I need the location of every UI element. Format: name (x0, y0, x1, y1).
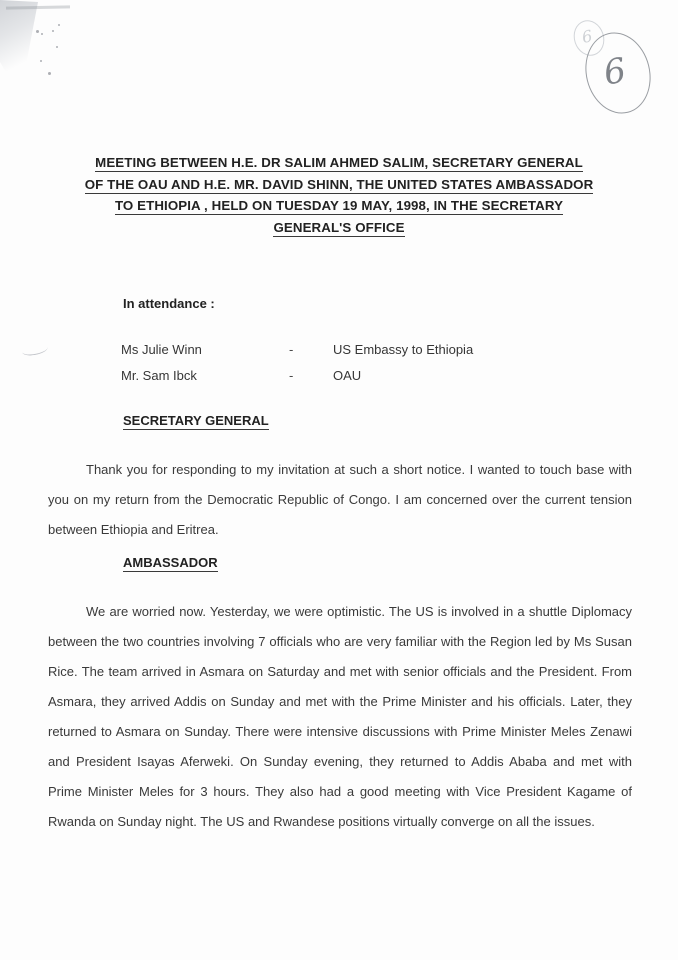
attendee-name: Ms Julie Winn (121, 342, 202, 357)
scan-streak-artifact (6, 5, 70, 9)
scan-speck (48, 72, 51, 75)
attendance-label: In attendance : (123, 296, 215, 311)
attendance-row (121, 368, 551, 394)
title-line-1-text: MEETING BETWEEN H.E. DR SALIM AHMED SALIM, SECRETARY GENERAL (95, 155, 583, 170)
handwritten-page-number-digit: 6 (600, 50, 629, 94)
attendee-organization: OAU (333, 368, 362, 383)
scan-speck (58, 24, 60, 26)
title-line-3-text: TO ETHIOPIA , HELD ON TUESDAY 19 MAY, 1998, IN THE SECRETARY (114, 198, 564, 213)
scan-speck (40, 60, 42, 62)
attendee-organization: US Embassy to Ethiopia (333, 342, 474, 357)
handwritten-page-number (574, 18, 660, 118)
section-paragraph-secretary-general: Thank you for responding to my invitation at such a short notice. I wanted to touch base with you on my return from the Democratic Republic of Congo. I am concerned over the current tension between Ethiopia and Eritrea. (48, 462, 632, 537)
attendee-separator: - (289, 368, 294, 383)
section-heading-secretary-general (123, 413, 269, 428)
title-line-3 (46, 195, 632, 217)
title-line-2 (46, 174, 632, 196)
scan-speck (36, 30, 39, 33)
document-title (46, 152, 632, 238)
title-line-4-text: GENERAL'S OFFICE (273, 219, 405, 235)
attendee-name: Mr. Sam Ibck (121, 368, 197, 383)
scan-speck (56, 46, 58, 48)
attendance-list (121, 342, 551, 394)
attendance-row (121, 342, 551, 368)
section-heading-secretary-general-text: SECRETARY GENERAL (123, 413, 269, 428)
section-heading-ambassador (123, 555, 218, 570)
title-line-2-text: OF THE OAU AND H.E. MR. DAVID SHINN, THE UNITED STATES AMBASSADOR (84, 176, 594, 192)
handwritten-page-number-ghost-digit: 6 (580, 26, 595, 47)
scan-pen-mark-artifact (21, 342, 48, 356)
section-paragraph-ambassador: We are worried now. Yesterday, we were optimistic. The US is involved in a shuttle Diplomacy between the two countries involving 7 officials who are very familiar with the Region led by Ms Susan Rice. The team arrived in Asmara on Saturday and met with senior officials and the President. From Asmara, they arrived Addis on Sunday and met with the Prime Minister and his officials. Later, they returned to Asmara on Sunday. There were intensive discussions with Prime Minister Meles Zenawi and President Isayas Aferweki. On Sunday evening, they returned to Addis Ababa and met with Prime Minister Meles for 3 hours. They also had a good meeting with Vice President Kagame of Rwanda on Sunday night. The US and Rwandese positions virtually converge on all the issues. (48, 604, 632, 829)
scan-speck (52, 30, 54, 32)
attendee-separator: - (289, 342, 294, 357)
title-line-4 (46, 217, 632, 239)
scan-corner-artifact (0, 0, 42, 96)
section-heading-ambassador-text: AMBASSADOR (123, 555, 218, 570)
scan-speck (41, 33, 43, 35)
title-line-1 (46, 152, 632, 174)
